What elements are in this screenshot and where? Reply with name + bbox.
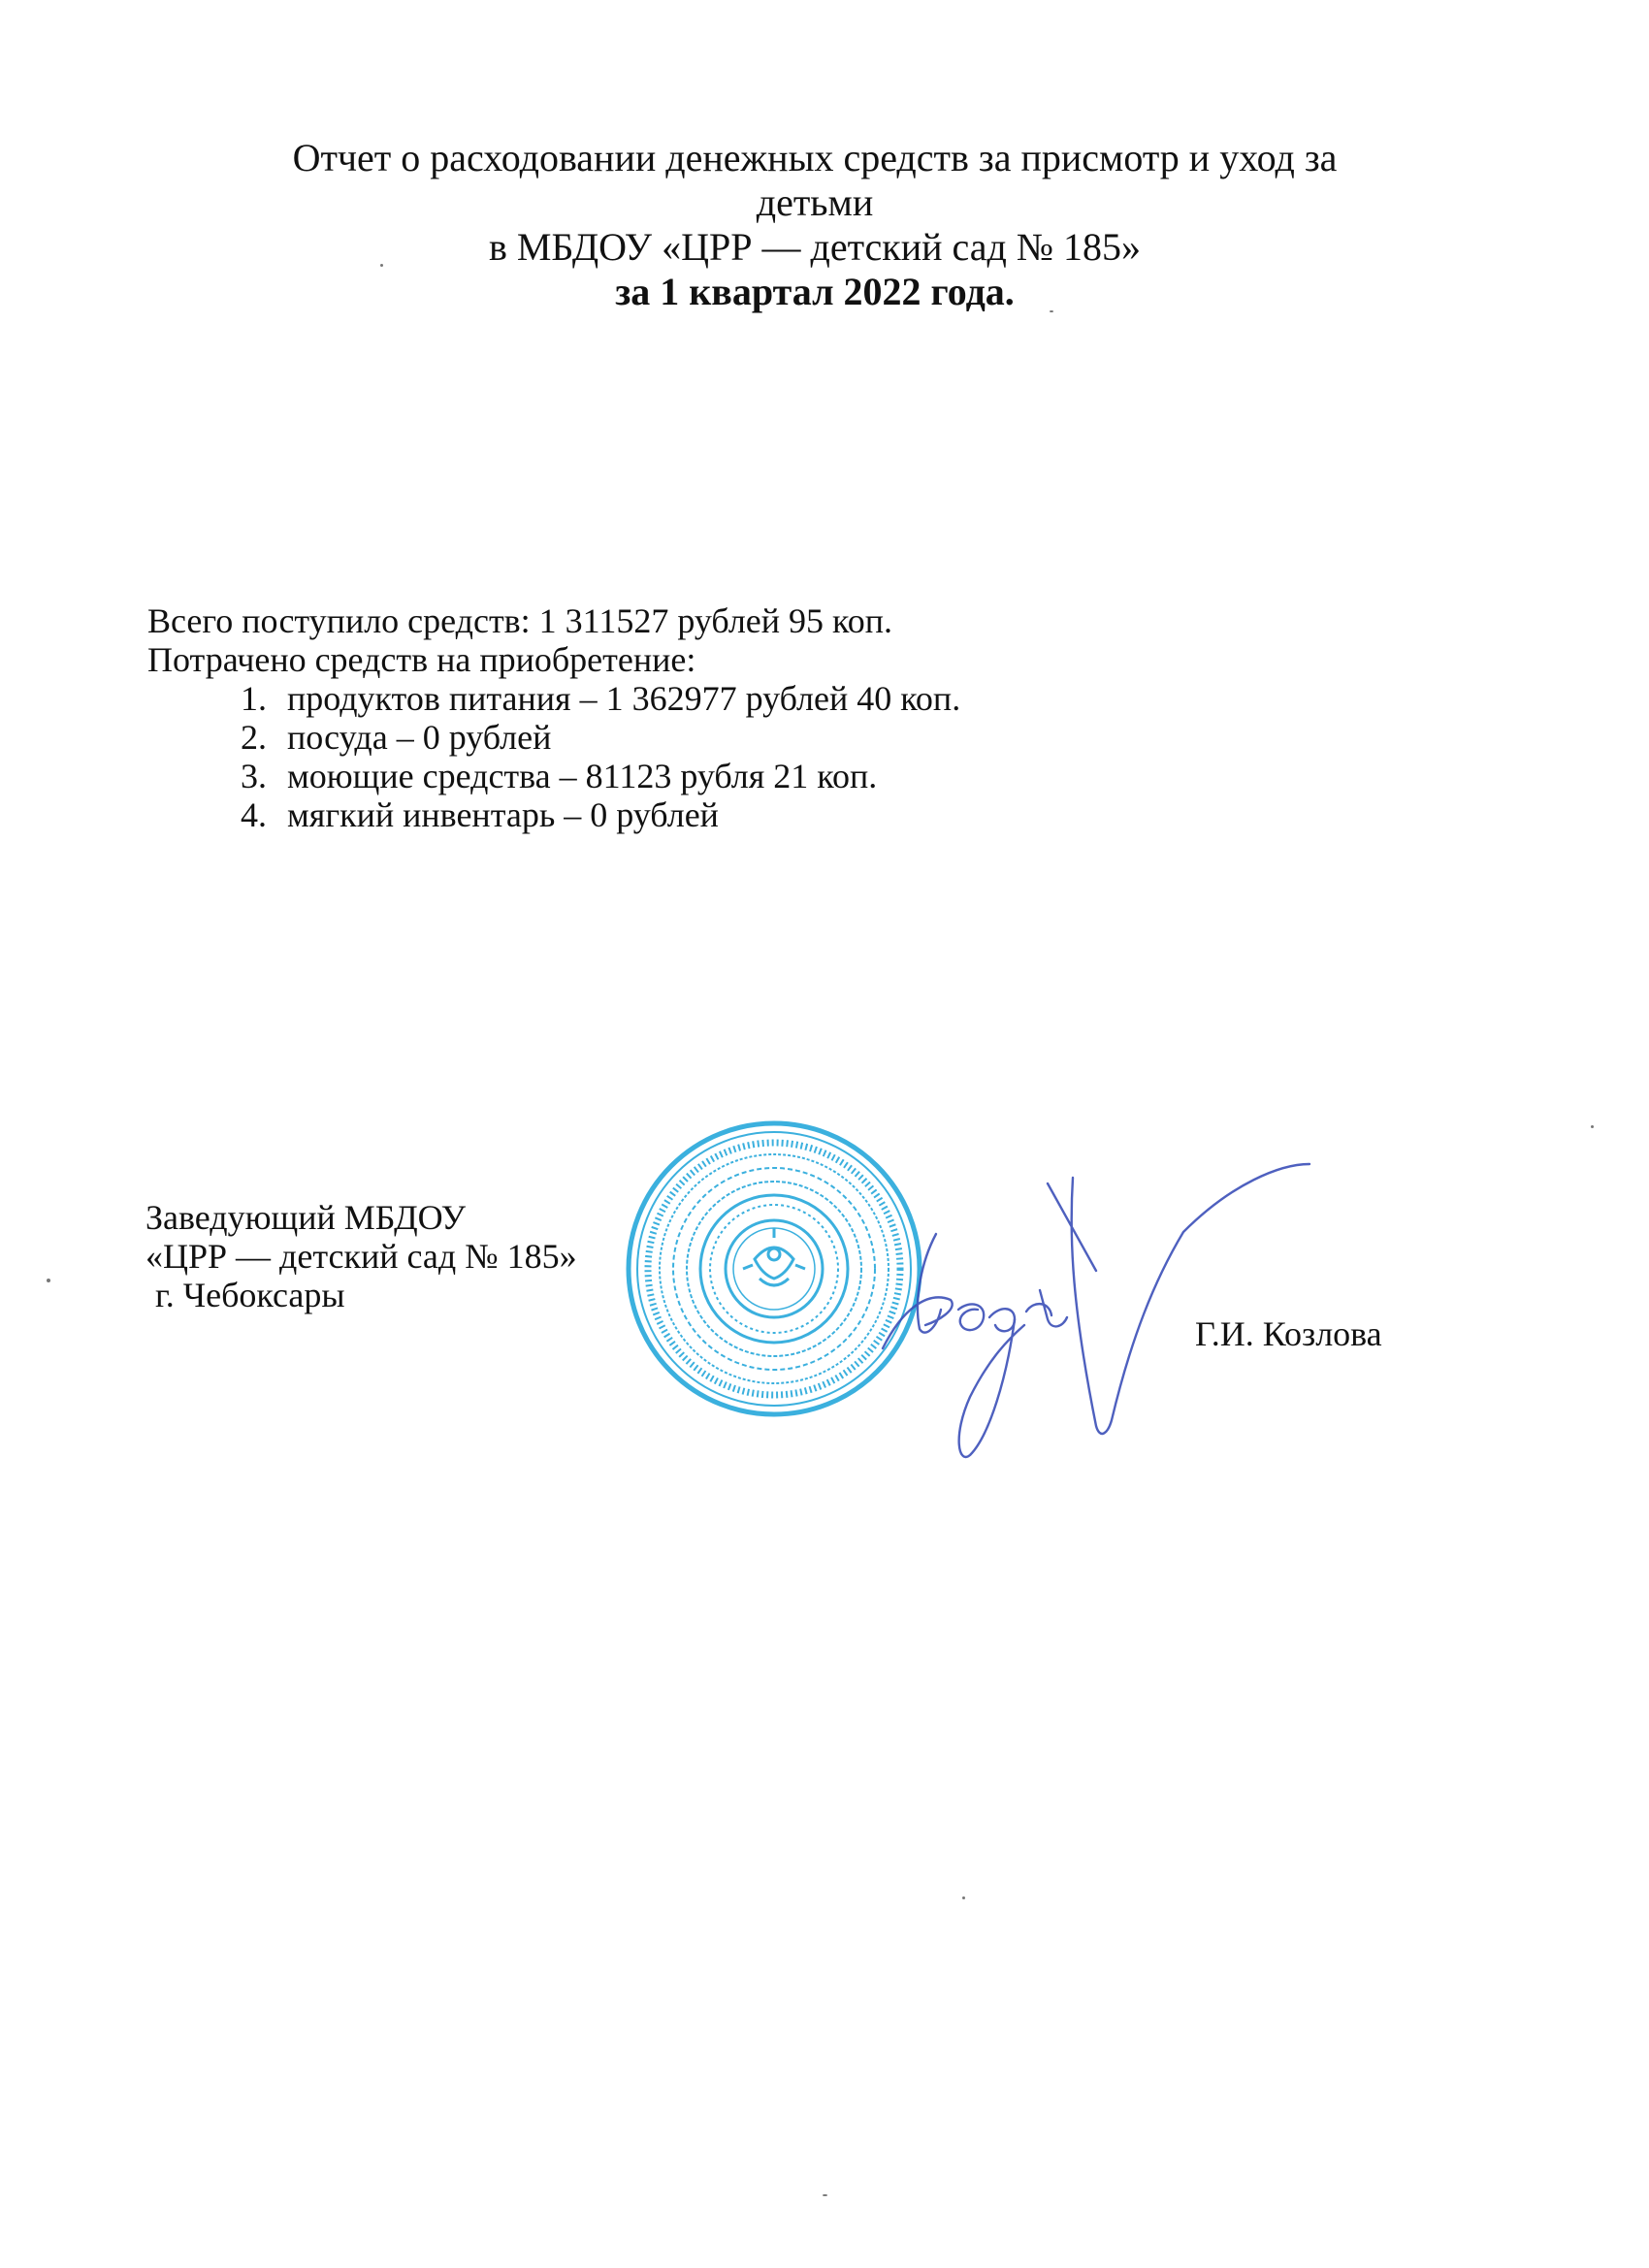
list-item (147, 795, 960, 834)
list-item (147, 757, 960, 795)
scan-speck (1050, 310, 1053, 312)
spent-intro: Потрачено средств на приобретение: (147, 640, 696, 679)
list-item (147, 679, 960, 718)
scan-speck (962, 1896, 965, 1899)
handwritten-signature (844, 1145, 1329, 1474)
report-body (147, 601, 960, 834)
title-line-3: в МБДОУ «ЦРР — детский сад № 185» (488, 225, 1142, 269)
item-text: моющие средства – 81123 рубля 21 коп. (287, 757, 878, 795)
item-number: 2. (241, 718, 267, 757)
scan-speck (1591, 1125, 1594, 1128)
document-title (146, 136, 1484, 314)
item-number: 1. (241, 679, 267, 718)
item-text: продуктов питания – 1 362977 рублей 40 коп. (287, 679, 961, 718)
scan-speck (823, 2194, 827, 2196)
signatory-position: Заведующий МБДОУ (146, 1198, 467, 1237)
scan-speck (380, 264, 383, 267)
signatory-name: Г.И. Козлова (1195, 1314, 1382, 1353)
signatory-block (146, 1198, 577, 1314)
signatory-org: «ЦРР — детский сад № 185» (146, 1237, 577, 1276)
title-period: за 1 квартал 2022 года. (615, 270, 1015, 313)
item-number: 4. (241, 795, 267, 834)
total-received: Всего поступило средств: 1 311527 рублей 95 коп. (147, 601, 892, 640)
title-line-2: детьми (756, 180, 874, 224)
signatory-city: г. Чебоксары (155, 1276, 345, 1314)
item-number: 3. (241, 757, 267, 795)
scan-speck (47, 1279, 50, 1282)
list-item (147, 718, 960, 757)
item-text: мягкий инвентарь – 0 рублей (287, 795, 719, 834)
title-line-1: Отчет о расходовании денежных средств за присмотр и уход за (292, 136, 1338, 179)
item-text: посуда – 0 рублей (287, 718, 552, 757)
expense-list (147, 679, 960, 834)
